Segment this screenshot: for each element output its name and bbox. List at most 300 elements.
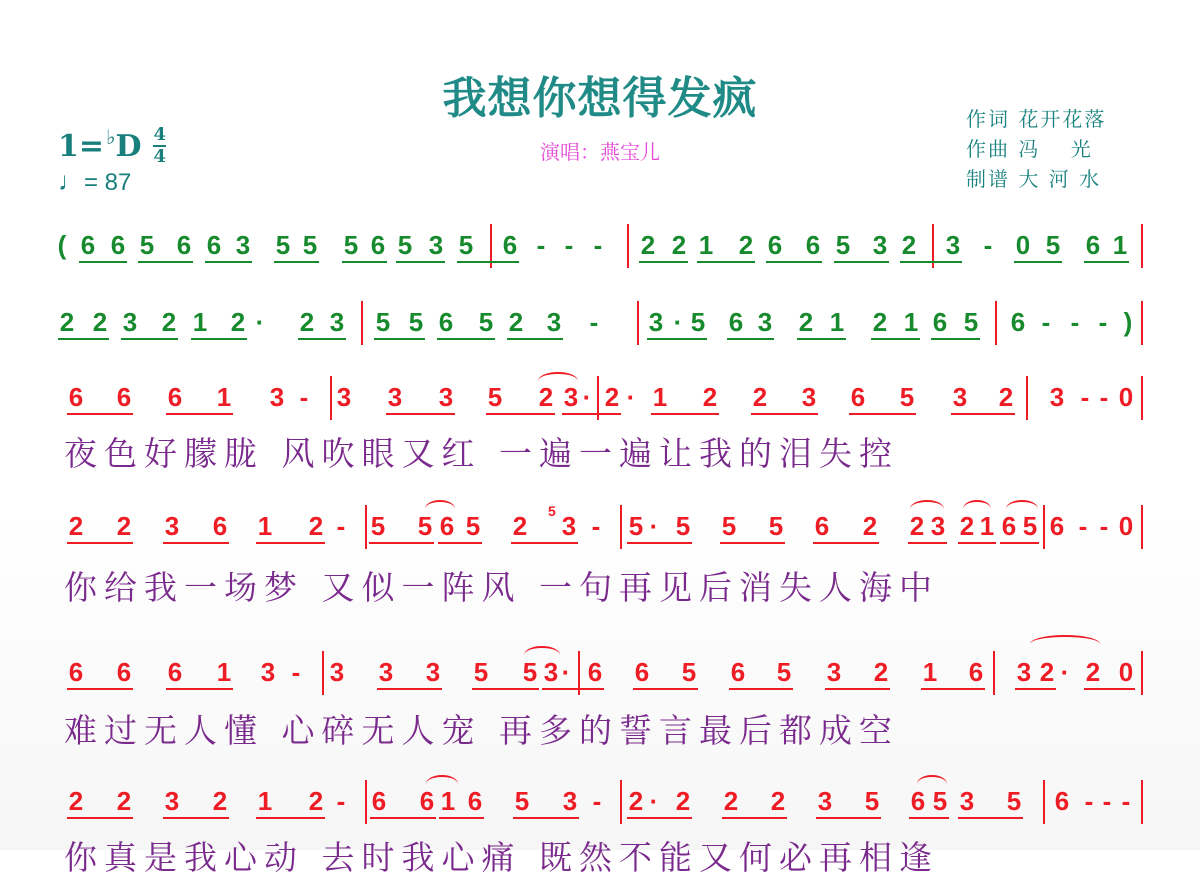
note: 2 xyxy=(230,307,246,337)
note: 6 xyxy=(1010,307,1026,337)
note: 2 xyxy=(675,786,691,816)
beam-line xyxy=(79,261,127,263)
note: - xyxy=(299,382,309,412)
note: 3 xyxy=(329,307,345,337)
composer-credit: 作曲 冯 光 xyxy=(966,137,1093,161)
beam-line xyxy=(849,413,916,415)
note: 6 xyxy=(68,382,84,412)
note: 3 xyxy=(546,307,562,337)
note: - xyxy=(1080,382,1090,412)
slur-mark xyxy=(910,500,944,518)
note: 3 xyxy=(872,230,888,260)
note: 3 xyxy=(122,307,138,337)
note: 3 xyxy=(387,382,403,412)
note: 5 xyxy=(522,657,538,687)
beam-line xyxy=(166,688,233,690)
beam-line xyxy=(958,542,996,544)
note: 5 xyxy=(963,307,979,337)
note: 3 xyxy=(648,307,664,337)
beam-line xyxy=(900,261,962,263)
note: 6 xyxy=(805,230,821,260)
note: 6 xyxy=(116,382,132,412)
beam-line xyxy=(751,413,818,415)
transcriber-credit: 制谱 大 河 水 xyxy=(966,167,1102,191)
beam-line xyxy=(813,542,879,544)
credits-block xyxy=(966,104,1106,194)
beam-line xyxy=(825,688,890,690)
note: 6 xyxy=(910,786,926,816)
note: 1 xyxy=(652,382,668,412)
note: 6 xyxy=(1049,511,1065,541)
note: 2 xyxy=(68,511,84,541)
bar-line xyxy=(993,651,995,695)
beam-line xyxy=(513,817,579,819)
note: 3 xyxy=(930,511,946,541)
note: 2 xyxy=(116,511,132,541)
bar-line xyxy=(1141,224,1143,268)
note: 3 xyxy=(329,657,345,687)
beam-line xyxy=(633,688,698,690)
note: 1 xyxy=(216,657,232,687)
beam-line xyxy=(472,688,539,690)
note: 6 xyxy=(968,657,984,687)
note: 3 xyxy=(757,307,773,337)
note: 5 xyxy=(375,307,391,337)
note: 2 xyxy=(738,230,754,260)
note: 6 xyxy=(419,786,435,816)
note: 3 xyxy=(235,230,251,260)
note: 6 xyxy=(212,511,228,541)
note: 2 xyxy=(212,786,228,816)
note: 2 xyxy=(59,307,75,337)
note: 2 xyxy=(116,786,132,816)
note: 2 xyxy=(998,382,1014,412)
beam-line xyxy=(386,413,455,415)
time-signature xyxy=(153,126,166,166)
note: 1 xyxy=(440,786,456,816)
bar-line xyxy=(620,780,622,824)
lyric-line: 难过无人懂 心碎无人宠 再多的誓言最后都成空 xyxy=(64,711,899,750)
beam-line xyxy=(274,261,319,263)
note: 5 xyxy=(514,786,530,816)
note: 1 xyxy=(922,657,938,687)
note: 5 xyxy=(487,382,503,412)
note: 3 xyxy=(826,657,842,687)
slur-mark xyxy=(425,500,455,518)
note: 2 xyxy=(671,230,687,260)
singer-credit: 演唱：燕宝儿 xyxy=(540,140,660,164)
slur-mark xyxy=(426,775,458,793)
beam-line xyxy=(342,261,387,263)
note: 3 xyxy=(269,382,285,412)
beam-line xyxy=(639,261,688,263)
beam-line xyxy=(138,261,193,263)
note: - xyxy=(1099,511,1109,541)
note: 5 xyxy=(275,230,291,260)
note: 6 xyxy=(206,230,222,260)
note: 5 xyxy=(1022,511,1038,541)
note: 2 xyxy=(723,786,739,816)
note: 5 xyxy=(465,511,481,541)
beam-line xyxy=(908,542,947,544)
note: 5 xyxy=(1006,786,1022,816)
note: 1 xyxy=(979,511,995,541)
note: 5 xyxy=(370,511,386,541)
beam-line xyxy=(67,542,133,544)
beam-line xyxy=(1014,261,1062,263)
note: 6 xyxy=(110,230,126,260)
note: 2 xyxy=(604,382,620,412)
note: 5 xyxy=(690,307,706,337)
note: 5 xyxy=(628,511,644,541)
note: 2 xyxy=(901,230,917,260)
note: 3 xyxy=(543,657,559,687)
note: 6 xyxy=(176,230,192,260)
note: 6 xyxy=(502,230,518,260)
note: - xyxy=(336,511,346,541)
beam-line xyxy=(871,338,920,340)
note: 6 xyxy=(1085,230,1101,260)
slur-mark xyxy=(1030,635,1100,653)
note: 1 xyxy=(257,786,273,816)
tempo-marking xyxy=(58,166,131,197)
beam-line xyxy=(121,338,178,340)
note: - xyxy=(336,786,346,816)
note: 2 xyxy=(92,307,108,337)
note: 2 xyxy=(909,511,925,541)
note: 2 xyxy=(872,307,888,337)
note: - xyxy=(589,307,599,337)
note: 5 xyxy=(302,230,318,260)
key-note: D xyxy=(115,129,142,164)
note: 5 xyxy=(343,230,359,260)
note: 0 xyxy=(1118,511,1134,541)
note: 3 xyxy=(438,382,454,412)
note: 5 xyxy=(776,657,792,687)
note: ) xyxy=(1123,307,1133,337)
note: 1 xyxy=(257,511,273,541)
bar-line xyxy=(365,505,367,549)
note: 3 xyxy=(425,657,441,687)
note: 5 xyxy=(681,657,697,687)
note: 6 xyxy=(634,657,650,687)
beam-line xyxy=(729,688,793,690)
note: 3 xyxy=(260,657,276,687)
slur-mark xyxy=(963,500,991,518)
slur-mark xyxy=(524,646,560,664)
note: 2 xyxy=(508,307,524,337)
note: 2 xyxy=(308,511,324,541)
bar-line xyxy=(637,301,639,345)
note: · xyxy=(673,307,683,337)
bar-line xyxy=(1141,376,1143,420)
note: - xyxy=(1102,786,1112,816)
note: - xyxy=(564,230,574,260)
beam-line xyxy=(931,338,980,340)
note: 6 xyxy=(438,307,454,337)
note: 6 xyxy=(1054,786,1070,816)
note: 2 xyxy=(770,786,786,816)
beam-line xyxy=(486,413,555,415)
beam-line xyxy=(370,817,436,819)
beam-line xyxy=(1015,688,1056,690)
beam-line xyxy=(697,261,755,263)
note: - xyxy=(291,657,301,687)
note: 3 xyxy=(1016,657,1032,687)
beam-line xyxy=(163,817,229,819)
beam-line xyxy=(834,261,889,263)
note: 6 xyxy=(116,657,132,687)
beam-line xyxy=(163,542,229,544)
note: 5 xyxy=(835,230,851,260)
lyric-line: 夜色好朦胧 风吹眼又红 一遍一遍让我的泪失控 xyxy=(64,434,899,473)
note: 2 xyxy=(299,307,315,337)
note: - xyxy=(1041,307,1051,337)
quarter-note-icon: ♩ xyxy=(58,166,84,196)
note: · xyxy=(255,307,265,337)
note: 5 xyxy=(675,511,691,541)
note: - xyxy=(593,230,603,260)
beam-line xyxy=(647,338,707,340)
note: - xyxy=(1098,307,1108,337)
note: 0 xyxy=(1118,382,1134,412)
song-title: 我想你想得发疯 xyxy=(442,73,758,124)
note: - xyxy=(536,230,546,260)
grace-note: 5 xyxy=(548,503,556,519)
beam-line xyxy=(298,338,346,340)
beam-line xyxy=(651,413,719,415)
bar-line xyxy=(627,224,629,268)
note: 6 xyxy=(167,657,183,687)
beam-line xyxy=(921,688,985,690)
beam-line xyxy=(166,413,233,415)
note: 3 xyxy=(561,511,577,541)
beam-line xyxy=(951,413,1015,415)
tempo-value: = 87 xyxy=(84,169,132,196)
bar-line xyxy=(1141,505,1143,549)
bar-line xyxy=(620,505,622,549)
beam-line xyxy=(542,688,604,690)
note: 3 xyxy=(817,786,833,816)
note: 5 xyxy=(408,307,424,337)
beam-line xyxy=(205,261,252,263)
beam-line xyxy=(511,542,578,544)
note: 6 xyxy=(439,511,455,541)
note: 3 xyxy=(801,382,817,412)
note: 5 xyxy=(417,511,433,541)
beam-line xyxy=(437,338,495,340)
beam-line xyxy=(377,688,442,690)
note: 6 xyxy=(730,657,746,687)
slur-mark xyxy=(1006,500,1038,518)
beam-line xyxy=(67,817,133,819)
note: 3 xyxy=(562,786,578,816)
note: 2 xyxy=(862,511,878,541)
note: 5 xyxy=(478,307,494,337)
note: - xyxy=(1078,511,1088,541)
note: 3 xyxy=(952,382,968,412)
note: 2 xyxy=(1039,657,1055,687)
beam-line xyxy=(958,817,1023,819)
note: 2 xyxy=(512,511,528,541)
beam-line xyxy=(909,817,949,819)
note: 3 xyxy=(959,786,975,816)
note: 3 xyxy=(378,657,394,687)
note: 2 xyxy=(628,786,644,816)
note: 0 xyxy=(1118,657,1134,687)
bar-line xyxy=(1141,651,1143,695)
beam-line xyxy=(67,688,133,690)
note: 5 xyxy=(899,382,915,412)
beam-line xyxy=(720,542,785,544)
note: 2 xyxy=(308,786,324,816)
note: 6 xyxy=(371,786,387,816)
note: 5 xyxy=(397,230,413,260)
time-bottom: 4 xyxy=(153,146,166,167)
note: 2 xyxy=(161,307,177,337)
beam-line xyxy=(439,817,484,819)
note: - xyxy=(1121,786,1131,816)
note: 5 xyxy=(721,511,737,541)
note: 1 xyxy=(698,230,714,260)
note: 1 xyxy=(192,307,208,337)
note: 0 xyxy=(1015,230,1031,260)
note: 2 xyxy=(538,382,554,412)
note: - xyxy=(592,786,602,816)
slur-mark xyxy=(917,775,947,793)
beam-line xyxy=(438,542,482,544)
slur-mark xyxy=(538,372,578,390)
note: 2 xyxy=(752,382,768,412)
note: 6 xyxy=(467,786,483,816)
note: - xyxy=(591,511,601,541)
beam-line xyxy=(256,542,325,544)
note: · xyxy=(649,511,659,541)
beam-line xyxy=(627,817,692,819)
note: 6 xyxy=(932,307,948,337)
key-signature xyxy=(58,124,166,168)
lyric-line: 你真是我心动 去时我心痛 既然不能又何必再相逢 xyxy=(64,838,939,877)
note: 6 xyxy=(850,382,866,412)
note: 6 xyxy=(68,657,84,687)
note: 5 xyxy=(1045,230,1061,260)
beam-line xyxy=(507,338,563,340)
beam-line xyxy=(256,817,325,819)
note: 1 xyxy=(1112,230,1128,260)
beam-line xyxy=(369,542,434,544)
beam-line xyxy=(1084,261,1129,263)
beam-line xyxy=(797,338,846,340)
note: 6 xyxy=(814,511,830,541)
beam-line xyxy=(191,338,247,340)
note: - xyxy=(1099,382,1109,412)
note: 6 xyxy=(1001,511,1017,541)
note: · xyxy=(1060,657,1070,687)
bar-line xyxy=(1141,301,1143,345)
note: 2 xyxy=(798,307,814,337)
bar-line xyxy=(995,301,997,345)
beam-line xyxy=(627,542,692,544)
note: 1 xyxy=(216,382,232,412)
beam-line xyxy=(67,413,133,415)
bar-line xyxy=(322,651,324,695)
flat-symbol: ♭ xyxy=(106,125,116,149)
note: 6 xyxy=(167,382,183,412)
note: 6 xyxy=(80,230,96,260)
beam-line xyxy=(1000,542,1039,544)
note: 5 xyxy=(473,657,489,687)
bar-line xyxy=(330,376,332,420)
note: 5 xyxy=(458,230,474,260)
note: 1 xyxy=(903,307,919,337)
note: 2 xyxy=(959,511,975,541)
beam-line xyxy=(722,817,787,819)
note: - xyxy=(1084,786,1094,816)
note: 5 xyxy=(932,786,948,816)
note: - xyxy=(983,230,993,260)
note: 6 xyxy=(728,307,744,337)
bar-line xyxy=(365,780,367,824)
bar-line xyxy=(1141,780,1143,824)
score-row-intro-2 xyxy=(0,307,1200,367)
note: 3 xyxy=(428,230,444,260)
note: - xyxy=(1070,307,1080,337)
note: 5 xyxy=(139,230,155,260)
note: 2 xyxy=(702,382,718,412)
bar-line xyxy=(1043,505,1045,549)
note: 2 xyxy=(873,657,889,687)
note: 6 xyxy=(370,230,386,260)
note: 3 xyxy=(563,382,579,412)
note: 2 xyxy=(1085,657,1101,687)
beam-line xyxy=(457,261,519,263)
key-prefix: 1= xyxy=(58,129,105,164)
beam-line xyxy=(562,413,621,415)
note: 5 xyxy=(864,786,880,816)
beam-line xyxy=(1084,688,1135,690)
lyricist-credit: 作词 花开花落 xyxy=(966,107,1107,131)
bar-line xyxy=(1026,376,1028,420)
score-row-intro-1 xyxy=(0,230,1200,290)
note: 3 xyxy=(336,382,352,412)
note: 3 xyxy=(164,786,180,816)
beam-line xyxy=(396,261,445,263)
note: · xyxy=(582,382,592,412)
lyric-line: 你给我一场梦 又似一阵风 一句再见后消失人海中 xyxy=(64,568,939,607)
note: 6 xyxy=(587,657,603,687)
note: 2 xyxy=(640,230,656,260)
beam-line xyxy=(766,261,822,263)
beam-line xyxy=(374,338,425,340)
note: · xyxy=(626,382,636,412)
note: ( xyxy=(57,230,67,260)
note: 5 xyxy=(768,511,784,541)
note: · xyxy=(561,657,571,687)
bar-line xyxy=(1043,780,1045,824)
note: 3 xyxy=(1049,382,1065,412)
note: 3 xyxy=(164,511,180,541)
bar-line xyxy=(361,301,363,345)
note: 3 xyxy=(945,230,961,260)
note: 6 xyxy=(767,230,783,260)
beam-line xyxy=(58,338,109,340)
note: 1 xyxy=(829,307,845,337)
note: 2 xyxy=(68,786,84,816)
beam-line xyxy=(816,817,881,819)
note: · xyxy=(649,786,659,816)
beam-line xyxy=(727,338,774,340)
time-top: 4 xyxy=(153,124,166,145)
